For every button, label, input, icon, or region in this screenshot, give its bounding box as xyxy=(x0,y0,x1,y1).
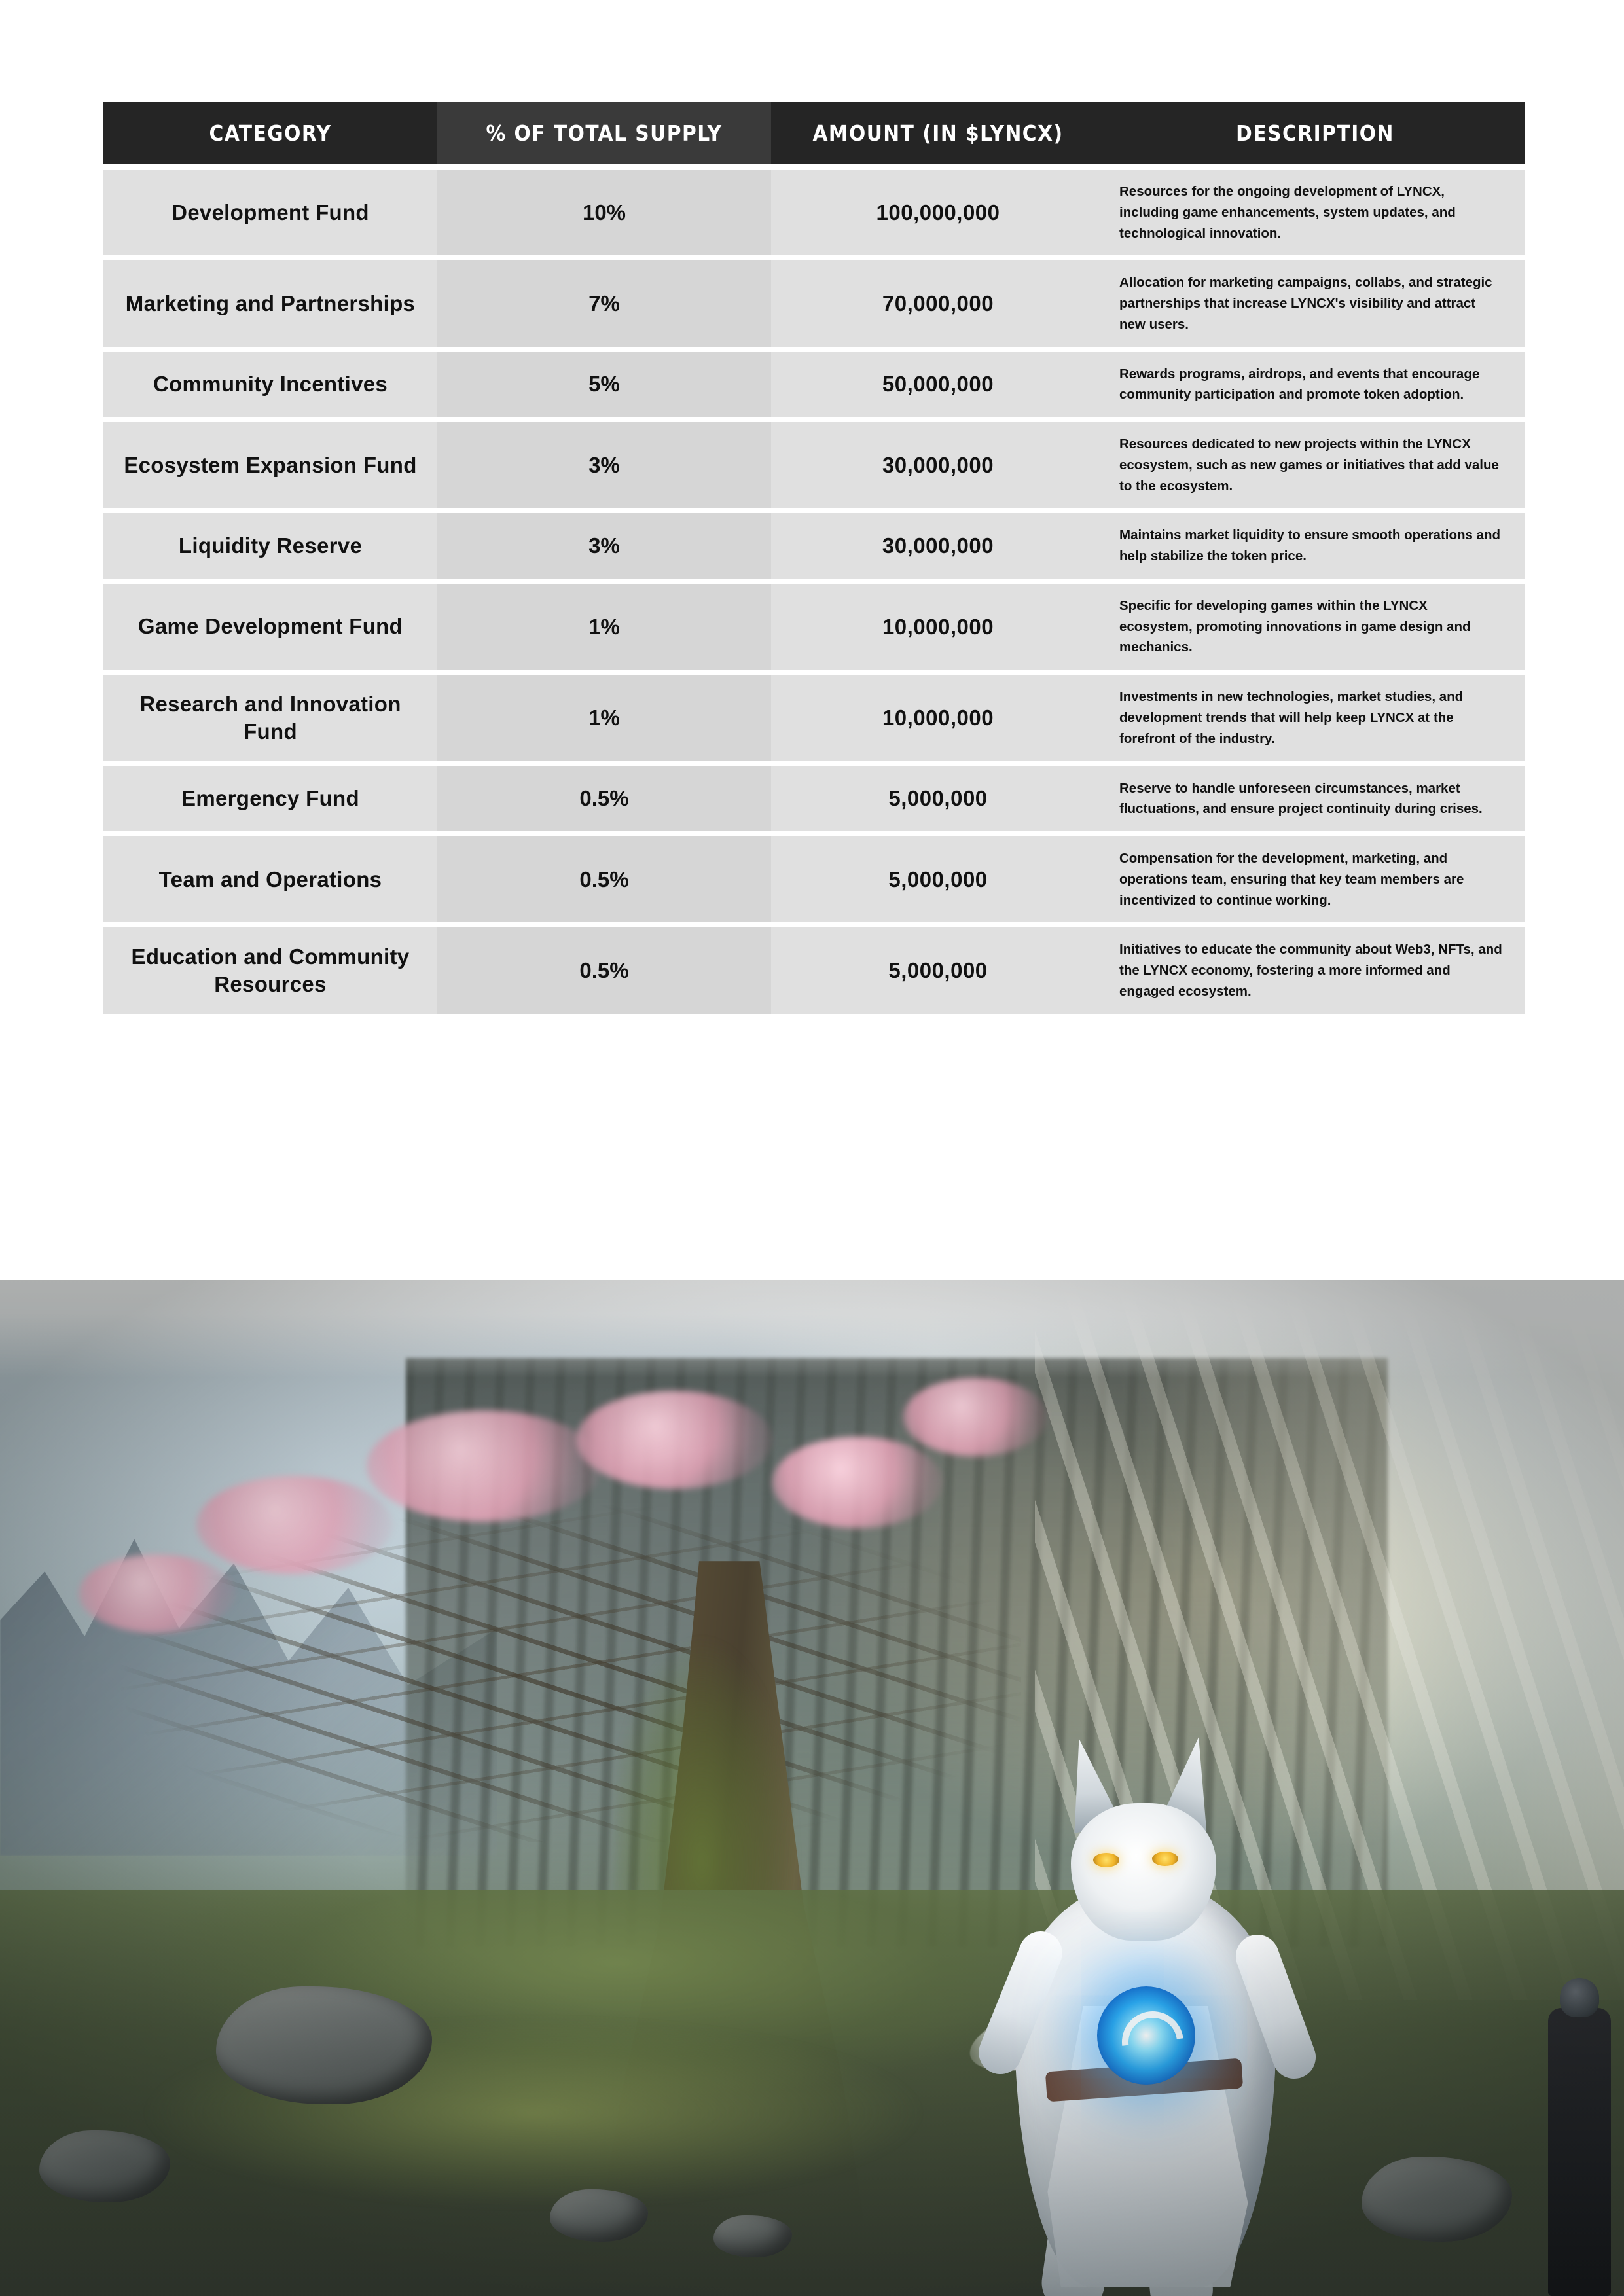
blossom-cluster xyxy=(903,1378,1047,1456)
cell-amount: 30,000,000 xyxy=(771,513,1105,579)
cell-category: Ecosystem Expansion Fund xyxy=(103,422,437,508)
cell-percent: 3% xyxy=(437,513,771,579)
table-row xyxy=(103,927,1525,1013)
cell-percent: 10% xyxy=(437,170,771,255)
cell-amount: 10,000,000 xyxy=(771,675,1105,761)
cell-description: Resources for the ongoing development of LYNCX, including game enhancements, system updates, and technological innovation. xyxy=(1105,170,1525,255)
cell-description: Specific for developing games within the LYNCX ecosystem, promoting innovations in game design and mechanics. xyxy=(1105,584,1525,670)
stylus-pen xyxy=(1548,2008,1611,2296)
blossom-cluster xyxy=(79,1554,236,1633)
cell-amount: 50,000,000 xyxy=(771,352,1105,418)
token-allocation-table-wrapper xyxy=(103,97,1525,1019)
table-row xyxy=(103,260,1525,346)
cell-description: Rewards programs, airdrops, and events that encourage community participation and promote token adoption. xyxy=(1105,352,1525,418)
table-row xyxy=(103,170,1525,255)
token-allocation-table xyxy=(103,97,1525,1019)
cell-category: Emergency Fund xyxy=(103,766,437,832)
cell-category: Team and Operations xyxy=(103,836,437,922)
table-header xyxy=(103,102,1525,164)
table-row xyxy=(103,584,1525,670)
cell-percent: 7% xyxy=(437,260,771,346)
lynx-eye-left xyxy=(1093,1853,1119,1867)
cell-amount: 5,000,000 xyxy=(771,927,1105,1013)
cell-description: Resources dedicated to new projects within the LYNCX ecosystem, such as new games or initiatives that add value to the ecosystem. xyxy=(1105,422,1525,508)
cell-amount: 5,000,000 xyxy=(771,766,1105,832)
table-row xyxy=(103,766,1525,832)
cell-description: Investments in new technologies, market studies, and development trends that will help keep LYNCX at the forefront of the industry. xyxy=(1105,675,1525,761)
column-header-percent: % OF TOTAL SUPPLY xyxy=(437,102,771,164)
cell-percent: 0.5% xyxy=(437,836,771,922)
cell-description: Allocation for marketing campaigns, collabs, and strategic partnerships that increase LYNCX's visibility and attract new users. xyxy=(1105,260,1525,346)
tree-branches xyxy=(39,1476,1021,1842)
column-header-description: DESCRIPTION xyxy=(1105,102,1525,164)
blossom-cluster xyxy=(367,1410,602,1522)
cell-category: Research and Innovation Fund xyxy=(103,675,437,761)
cell-percent: 1% xyxy=(437,584,771,670)
cell-amount: 10,000,000 xyxy=(771,584,1105,670)
cell-category: Development Fund xyxy=(103,170,437,255)
cell-category: Game Development Fund xyxy=(103,584,437,670)
cell-category: Marketing and Partnerships xyxy=(103,260,437,346)
cell-amount: 70,000,000 xyxy=(771,260,1105,346)
table-header-row xyxy=(103,102,1525,164)
cell-percent: 0.5% xyxy=(437,927,771,1013)
cell-category: Education and Community Resources xyxy=(103,927,437,1013)
cell-description: Reserve to handle unforeseen circumstances, market fluctuations, and ensure project continuity during crises. xyxy=(1105,766,1525,832)
blossom-cluster xyxy=(576,1391,772,1489)
foreground-rock xyxy=(1362,2157,1512,2242)
column-header-amount: AMOUNT (IN $LYNCX) xyxy=(771,102,1105,164)
foreground-rock xyxy=(713,2215,792,2257)
foreground-rock xyxy=(39,2130,170,2202)
blossom-cluster xyxy=(196,1476,393,1574)
lynx-eye-right xyxy=(1152,1852,1178,1866)
table-row xyxy=(103,422,1525,508)
cell-percent: 5% xyxy=(437,352,771,418)
table-row xyxy=(103,513,1525,579)
cell-description: Compensation for the development, marketing, and operations team, ensuring that key team members are incentivized to continue working. xyxy=(1105,836,1525,922)
table-row xyxy=(103,836,1525,922)
lynx-head xyxy=(1071,1803,1216,1941)
top-fog-overlay xyxy=(0,1280,1624,1378)
blossom-cluster xyxy=(772,1437,943,1528)
column-header-category: CATEGORY xyxy=(103,102,437,164)
cell-amount: 5,000,000 xyxy=(771,836,1105,922)
table-row xyxy=(103,675,1525,761)
foreground-rock xyxy=(216,1986,432,2104)
lynx-forest-illustration xyxy=(0,1280,1624,2296)
cell-category: Community Incentives xyxy=(103,352,437,418)
cell-amount: 100,000,000 xyxy=(771,170,1105,255)
cell-description: Initiatives to educate the community about Web3, NFTs, and the LYNCX economy, fostering a more informed and engaged ecosystem. xyxy=(1105,927,1525,1013)
foreground-rock xyxy=(550,2189,648,2242)
cell-percent: 1% xyxy=(437,675,771,761)
cell-category: Liquidity Reserve xyxy=(103,513,437,579)
table-row xyxy=(103,352,1525,418)
stylus-tip xyxy=(1560,1978,1599,2017)
table-body xyxy=(103,170,1525,1014)
cell-description: Maintains market liquidity to ensure smooth operations and help stabilize the token price. xyxy=(1105,513,1525,579)
cell-percent: 0.5% xyxy=(437,766,771,832)
cell-amount: 30,000,000 xyxy=(771,422,1105,508)
cell-percent: 3% xyxy=(437,422,771,508)
lynx-character xyxy=(936,1698,1368,2287)
